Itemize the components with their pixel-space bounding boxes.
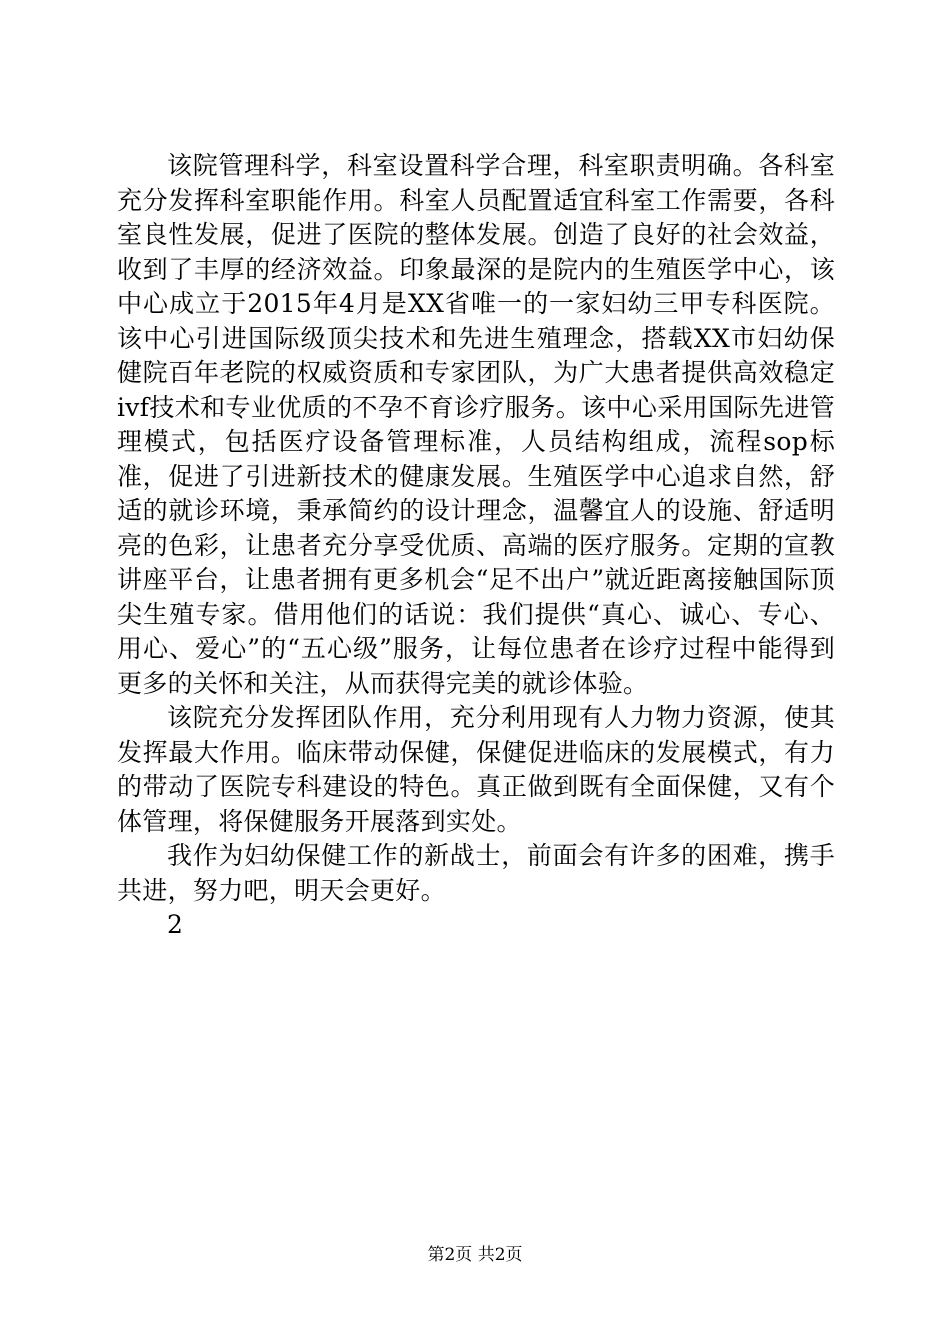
inline-page-number: 2 (167, 910, 184, 939)
paragraph-team-work: 该院充分发挥团队作用，充分利用现有人力物力资源，使其发挥最大作用。临床带动保健，保健促进临床的发展模式，有力的带动了医院专科建设的特色。真正做到既有全面保健，又有个体管理，将保健服务开展落到实处。 (117, 703, 835, 836)
body-text (117, 149, 835, 943)
paragraph-closing: 我作为妇幼保健工作的新战士，前面会有许多的困难，携手共进，努力吧，明天会更好。 (117, 841, 835, 905)
page-footer: 第2页 共2页 (427, 1245, 523, 1265)
paragraph-hospital-management: 该院管理科学，科室设置科学合理，科室职责明确。各科室充分发挥科室职能作用。科室人员配置适宜科室工作需要，各科室良性发展，促进了医院的整体发展。创造了良好的社会效益，收到了丰厚的经济效益。印象最深的是院内的生殖医学中心，该中心成立于2015年4月是XX省唯一的一家妇幼三甲专科医院。该中心引进国际级顶尖技术和先进生殖理念，搭载XX市妇幼保健院百年老院的权威资质和专家团队，为广大患者提供高效稳定ivf技术和专业优质的不孕不育诊疗服务。该中心采用国际先进管理模式，包括医疗设备管理标准，人员结构组成，流程sop标准，促进了引进新技术的健康发展。生殖医学中心追求自然，舒适的就诊环境，秉承简约的设计理念，温馨宜人的设施、舒适明亮的色彩，让患者充分享受优质、高端的医疗服务。定期的宣教讲座平台，让患者拥有更多机会“足不出户”就近距离接触国际顶尖生殖专家。借用他们的话说：我们提供“真心、诚心、专心、用心、爱心”的“五心级”服务，让每位患者在诊疗过程中能得到更多的关怀和关注，从而获得完美的就诊体验。 (117, 151, 835, 698)
